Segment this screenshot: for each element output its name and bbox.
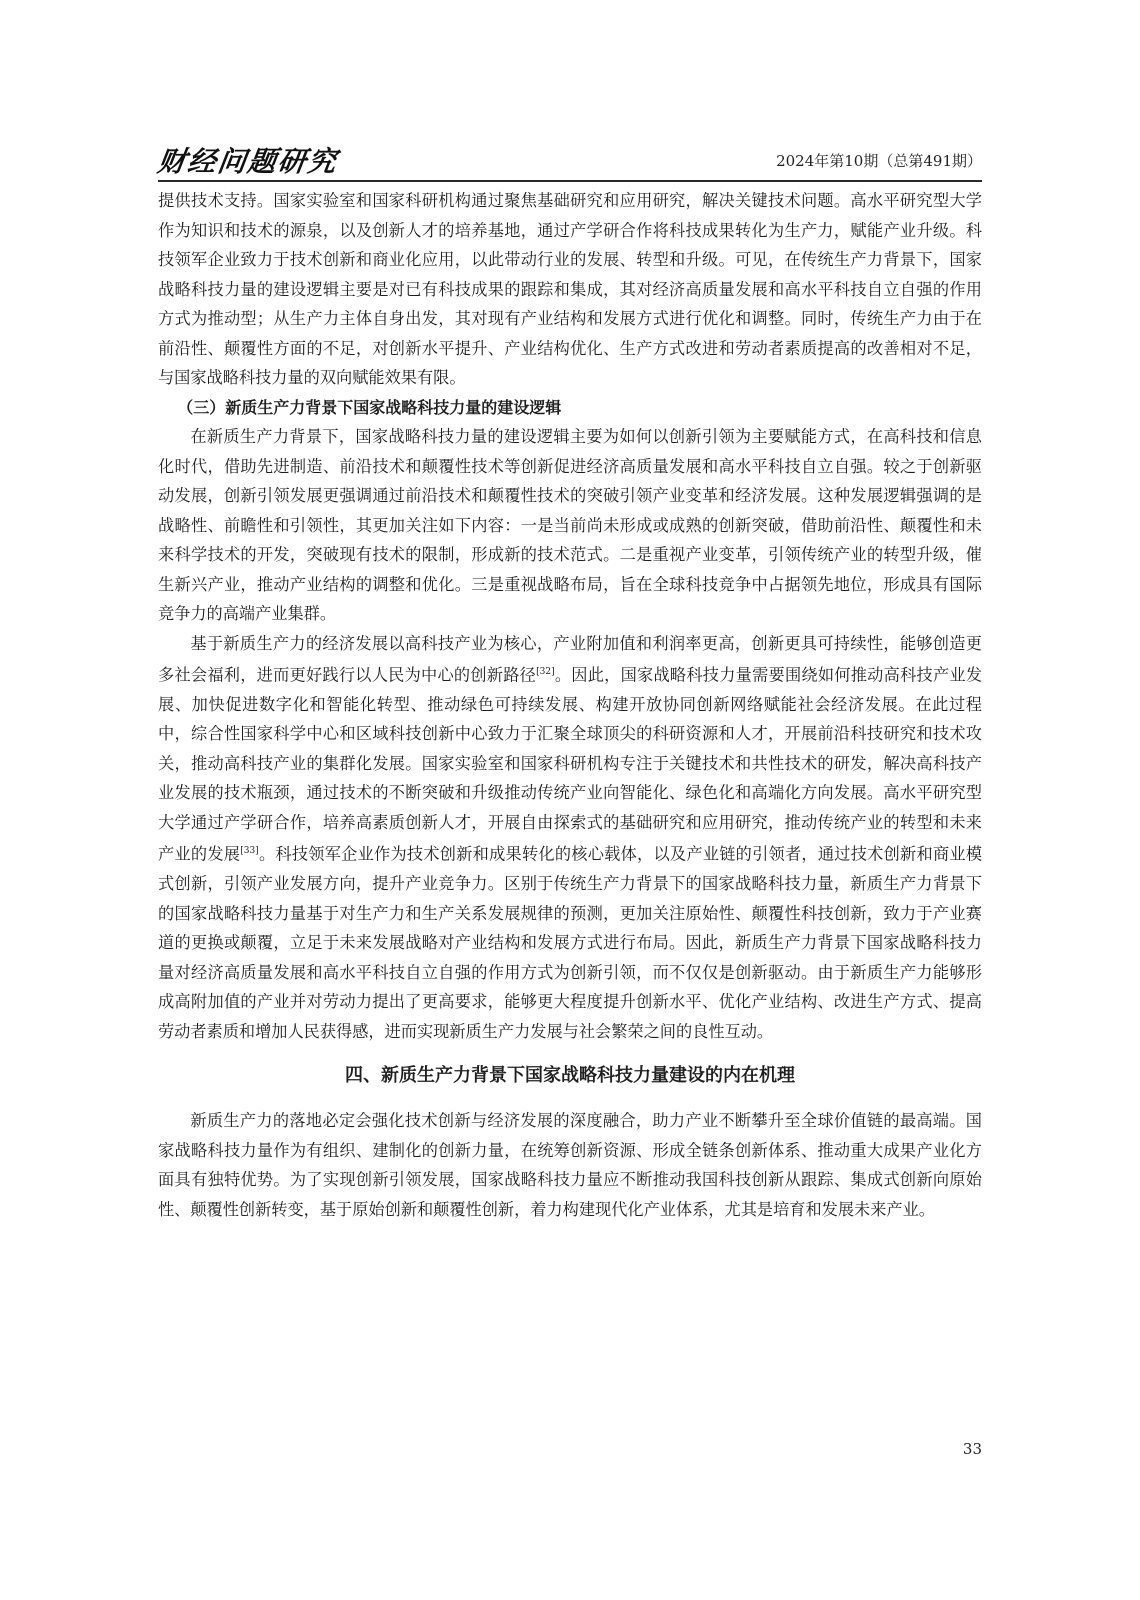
page-number: 33 [962,1440,982,1458]
issue-info: 2024年第10期（总第491期） [776,152,982,170]
paragraph-text: 。科技领军企业作为技术创新和成果转化的核心载体，以及产业链的引领者，通过技术创新和商业模式创新，引领产业发展方向，提升产业竞争力。区别于传统生产力背景下的国家战略科技力量，新质生产力背景下的国家战略科技力量基于对生产力和生产关系发展规律的预测，更加关注原始性、颠覆性科技创新，致力于产业赛道的更换或颠覆，立足于未来发展战略对产业结构和发展方式进行布局。因此，新质生产力背景下国家战略科技力量对经济高质量发展和高水平科技自立自强的作用方式为创新引领，而不仅仅是创新驱动。由于新质生产力能够形成高附加值的产业并对劳动力提出了更高要求，能够更大程度提升创新水平、优化产业结构、改进生产方式、提高劳动者素质和增加人民获得感，进而实现新质生产力发展与社会繁荣之间的良性互动。 [158,844,983,1041]
paragraph: 在新质生产力背景下，国家战略科技力量的建设逻辑主要为如何以创新引领为主要赋能方式，在高科技和信息化时代，借助先进制造、前沿技术和颠覆性技术等创新促进经济高质量发展和高水平科技自立自强。较之于创新驱动发展，创新引领发展更强调通过前沿技术和颠覆性技术的突破引领产业变革和经济发展。这种发展逻辑强调的是战略性、前瞻性和引领性，其更加关注如下内容：一是当前尚未形成或成熟的创新突破，借助前沿性、颠覆性和未来科学技术的开发，突破现有技术的限制，形成新的技术范式。二是重视产业变革，引领传统产业的转型升级，催生新兴产业，推动产业结构的调整和优化。三是重视战略布局，旨在全球科技竞争中占据领先地位，形成具有国际竞争力的高端产业集群。 [158,427,982,623]
paragraph [158,629,982,1047]
paragraph-continued: 提供技术支持。国家实验室和国家科研机构通过聚焦基础研究和应用研究，解决关键技术问题。高水平研究型大学作为知识和技术的源泉，以及创新人才的培养基地，通过产学研合作将科技成果转化为生产力，赋能产业升级。科技领军企业致力于技术创新和商业化应用，以此带动行业的发展、转型和升级。可见，在传统生产力背景下，国家战略科技力量的建设逻辑主要是对已有科技成果的跟踪和集成，其对经济高质量发展和高水平科技自立自强的作用方式为推动型；从生产力主体自身出发，其对现有产业结构和发展方式进行优化和调整。同时，传统生产力由于在前沿性、颠覆性方面的不足，对创新水平提升、产业结构优化、生产方式改进和劳动者素质提高的改善相对不足，与国家战略科技力量的双向赋能效果有限。 [158,191,982,387]
citation-ref: [32] [536,667,555,677]
subsection-heading: （三）新质生产力背景下国家战略科技力量的建设逻辑 [177,397,562,417]
citation-ref: [33] [240,846,259,857]
paragraph-text: 。因此，国家战略科技力量需要围绕如何推动高科技产业发展、加快促进数字化和智能化转型、推动绿色可持续发展、构建开放协同创新网络赋能社会经济发展。在此过程中，综合性国家科学中心和区域科技创新中心致力于汇聚全球顶尖的科研资源和人才，开展前沿科技研究和技术攻关，推动高科技产业的集群化发展。国家实验室和国家科研机构专注于关键技术和共性技术的研发，解决高科技产业发展的技术瓶颈，通过技术的不断突破和升级推动传统产业向智能化、绿色化和高端化方向发展。高水平研究型大学通过产学研合作，培养高素质创新人才，开展自由探索式的基础研究和应用研究，推动传统产业的转型和未来产业的发展 [158,665,983,864]
body-text [158,186,982,1224]
paragraph: 新质生产力的落地必定会强化技术创新与经济发展的深度融合，助力产业不断攀升至全球价值链的最高端。国家战略科技力量作为有组织、建制化的创新力量，在统筹创新资源、形成全链条创新体系、推动重大成果产业化方面具有独特优势。为了实现创新引领发展，国家战略科技力量应不断推动我国科技创新从跟踪、集成式创新向原始性、颠覆性创新转变，基于原始创新和颠覆性创新，着力构建现代化产业体系，尤其是培育和发展未来产业。 [158,1111,982,1219]
journal-title: 财经问题研究 [155,145,341,178]
paragraph-text: 基于新质生产力的经济发展以高科技产业为核心，产业附加值和利润率更高，创新更具可持续性，能够创造更多社会福利，进而更好践行以人民为中心的创新路径 [158,633,982,685]
page-header [155,140,982,182]
section-heading: 四、新质生产力背景下国家战略科技力量建设的内在机理 [345,1065,795,1087]
